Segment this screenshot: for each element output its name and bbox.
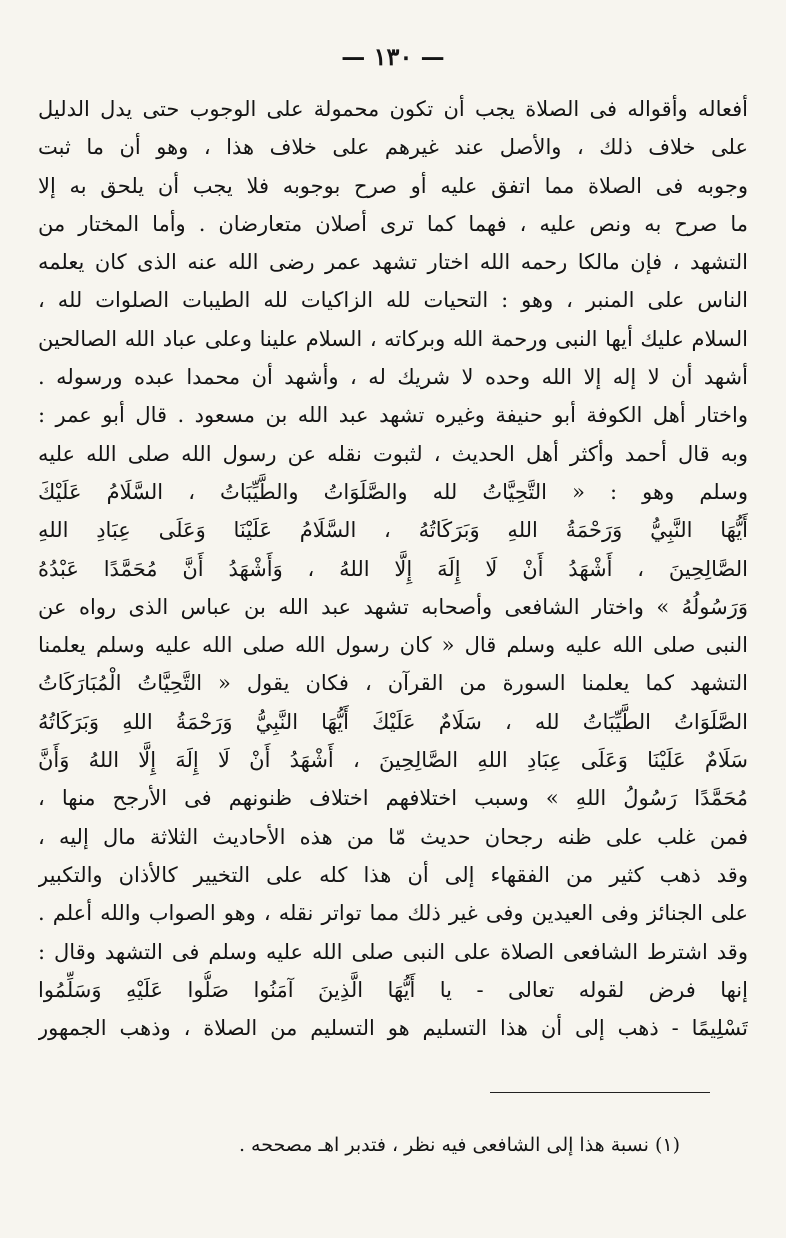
text-line: فمن غلب على ظنه رجحان حديث مّا من هذه الأحاديث الثلاثة مال إليه ، <box>38 824 748 849</box>
footnote-divider <box>490 1092 710 1093</box>
text-line: أشهد أن لا إله إلا الله وحده لا شريك له ، وأشهد أن محمدا عبده ورسوله . <box>38 365 748 390</box>
text-line: التشهد ، فإن مالكا رحمه الله اختار تشهد عمر رضى الله عنه الذى كان يعلمه <box>38 250 748 275</box>
text-line: الصَّالِحِينَ ، أَشْهَدُ أَنْ لَا إِلَهَ إِلَّا اللهُ ، وَأَشْهَدُ أَنَّ مُحَمَّدًا عَبْدُهُ <box>38 556 748 581</box>
text-line: أَيُّهَا النَّبِيُّ وَرَحْمَةُ اللهِ وَبَرَكَاتُهُ ، السَّلَامُ عَلَيْنَا وَعَلَى عِبَادِ اللهِ <box>38 518 748 543</box>
footnote: (١) نسبة هذا إلى الشافعى فيه نظر ، فتدبر اهـ مصححه . <box>238 1134 680 1156</box>
text-line: السلام عليك أيها النبى ورحمة الله وبركاته ، السلام علينا وعلى عباد الله الصالحين <box>38 326 748 351</box>
text-line: وبه قال أحمد وأكثر أهل الحديث ، لثبوت نقله عن رسول الله صلى الله عليه <box>38 441 748 466</box>
text-line: التشهد كما يعلمنا السورة من القرآن ، فكان يقول « التَّحِيَّاتُ الْمُبَارَكَاتُ <box>38 671 748 696</box>
text-line: النبى صلى الله عليه وسلم قال « كان رسول الله صلى الله عليه وسلم يعلمنا <box>38 633 748 658</box>
text-line: مُحَمَّدًا رَسُولُ اللهِ » وسبب اختلافهم اختلاف ظنونهم فى الأرجح منها ، <box>38 786 748 811</box>
text-line: واختار أهل الكوفة أبو حنيفة وغيره تشهد عبد الله بن مسعود . قال أبو عمر : <box>38 403 748 428</box>
text-line: إنها فرض لقوله تعالى - يا أَيُّهَا الَّذِينَ آمَنُوا صَلُّوا عَلَيْهِ وَسَلِّمُوا <box>38 977 748 1002</box>
text-line: وَرَسُولُهُ » واختار الشافعى وأصحابه تشهد عبد الله بن عباس الذى رواه عن <box>38 594 748 619</box>
text-line: وقد اشترط الشافعى الصلاة على النبى صلى الله عليه وسلم فى التشهد وقال : <box>38 939 748 964</box>
text-line: وقد ذهب كثير من الفقهاء إلى أن هذا كله على التخيير كالأذان والتكبير <box>38 862 748 887</box>
text-line: الناس على المنبر ، وهو : التحيات لله الزاكيات لله الطيبات الصلوات لله ، <box>38 288 748 313</box>
body-text <box>38 90 748 1047</box>
page-number: — ١٣٠ — <box>341 42 445 71</box>
text-line: تَسْلِيمًا - ذهب إلى أن هذا التسليم هو التسليم من الصلاة ، وذهب الجمهور <box>38 1016 748 1041</box>
text-line: وسلم وهو : « التَّحِيَّاتُ لله والصَّلَوَاتُ والطَّيِّبَاتُ ، السَّلَامُ عَلَيْكَ <box>38 479 748 504</box>
text-line: أفعاله وأقواله فى الصلاة يجب أن تكون محمولة على الوجوب حتى يدل الدليل <box>38 97 748 121</box>
text-line: الصَّلَوَاتُ الطَّيِّبَاتُ لله ، سَلَامٌ عَلَيْكَ أَيُّهَا النَّبِيُّ وَرَحْمَةُ اللهِ وَبَرَكَاتُهُ <box>38 709 748 734</box>
text-line: على الجنائز وفى العيدين وفى غير ذلك مما تواتر نقله ، وهو الصواب والله أعلم . <box>38 901 748 926</box>
text-line: سَلَامٌ عَلَيْنَا وَعَلَى عِبَادِ اللهِ الصَّالِحِينَ ، أَشْهَدُ أَنْ لَا إِلَهَ إِلَّا اللهُ وَأَنَّ <box>38 748 748 773</box>
text-line: على خلاف ذلك ، والأصل عند غيرهم على خلاف هذا ، وهو أن ما ثبت <box>38 135 748 160</box>
text-line: وجوبه فى الصلاة مما اتفق عليه أو صرح بوجوبه فلا يجب أن يلحق به إلا <box>38 173 748 198</box>
text-line: ما صرح به ونص عليه ، فهما كما ترى أصلان متعارضان . وأما المختار من <box>38 211 748 236</box>
